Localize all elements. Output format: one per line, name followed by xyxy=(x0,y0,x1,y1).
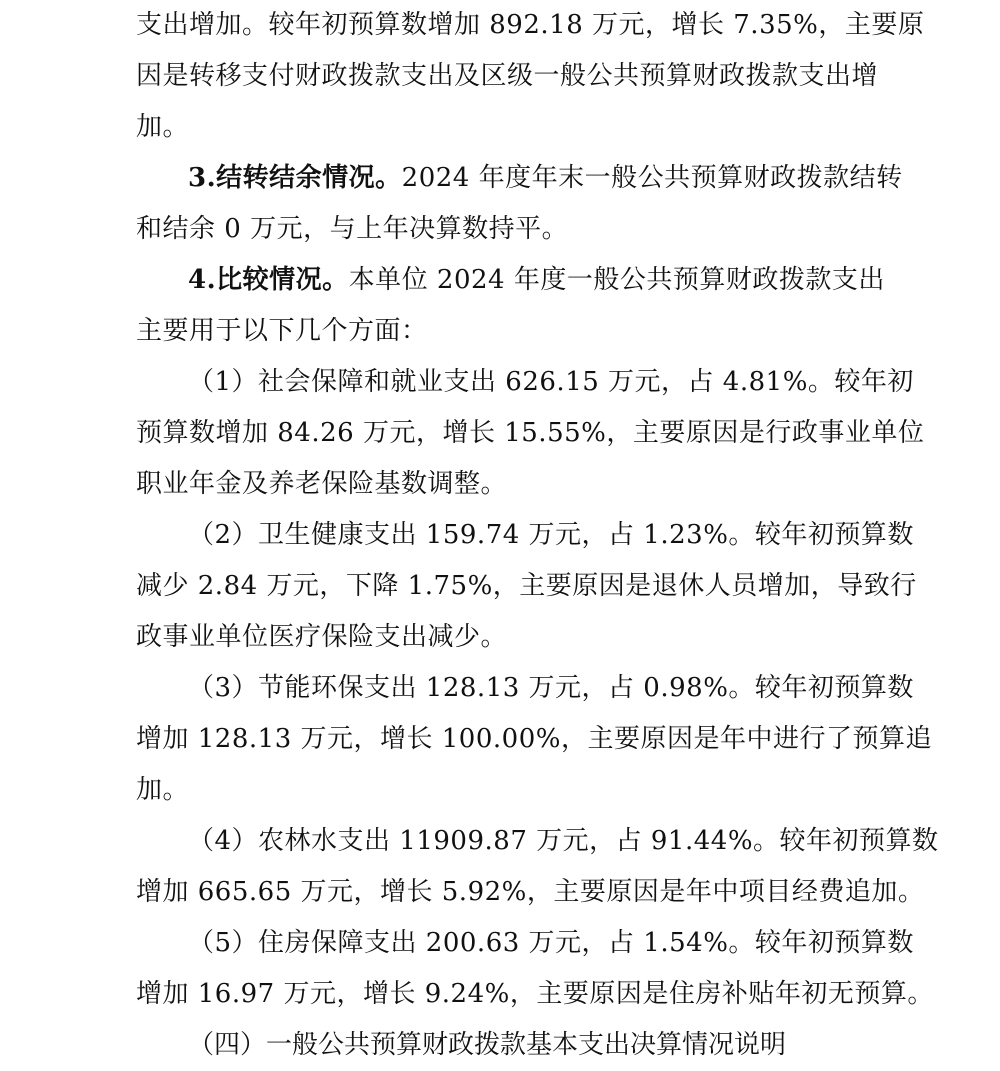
paragraph-housing xyxy=(136,918,934,1020)
paragraph-comparison xyxy=(136,255,885,357)
paragraph-energy-environment xyxy=(136,663,932,816)
text-line: 增加 665.65 万元，增长 5.92%，主要原因是年中项目经费追加。 xyxy=(136,877,925,907)
paragraph-heading: 4.比较情况。 xyxy=(188,265,349,295)
text-line: 因是转移支付财政拨款支出及区级一般公共预算财政拨款支出增 xyxy=(136,61,879,91)
section-heading: （四）一般公共预算财政拨款基本支出决算情况说明 xyxy=(188,1030,787,1060)
text-line: （5）住房保障支出 200.63 万元，占 1.54%。较年初预算数 xyxy=(188,928,914,958)
text-span: 本单位 2024 年度一般公共预算财政拨款支出 xyxy=(348,265,885,295)
document-body xyxy=(136,0,939,1071)
text-line: 和结余 0 万元，与上年决算数持平。 xyxy=(136,214,569,244)
text-line xyxy=(136,255,885,306)
text-span: 2024 年度年末一般公共预算财政拨款结转 xyxy=(401,163,903,193)
text-line: 政事业单位医疗保险支出减少。 xyxy=(136,622,508,652)
text-line: （2）卫生健康支出 159.74 万元，占 1.23%。较年初预算数 xyxy=(188,520,914,550)
text-line: 职业年金及养老保险基数调整。 xyxy=(136,469,508,499)
text-line: （1）社会保障和就业支出 626.15 万元，占 4.81%。较年初 xyxy=(188,367,914,397)
text-line: 预算数增加 84.26 万元，增长 15.55%，主要原因是行政事业单位 xyxy=(136,418,925,448)
text-line: 增加 16.97 万元，增长 9.24%，主要原因是住房补贴年初无预算。 xyxy=(136,979,934,1009)
text-line: （3）节能环保支出 128.13 万元，占 0.98%。较年初预算数 xyxy=(188,673,914,703)
text-line: 支出增加。较年初预算数增加 892.18 万元，增长 7.35%，主要原 xyxy=(136,10,925,40)
text-line: 增加 128.13 万元，增长 100.00%，主要原因是年中进行了预算追 xyxy=(136,724,932,754)
paragraph-general-budget-increase xyxy=(136,0,925,153)
text-line: 减少 2.84 万元，下降 1.75%，主要原因是退休人员增加，导致行 xyxy=(136,571,917,601)
text-line: 加。 xyxy=(136,112,190,142)
paragraph-agriculture xyxy=(136,816,939,918)
paragraph-carryover xyxy=(136,153,903,255)
text-line: 加。 xyxy=(136,775,190,805)
text-line: 主要用于以下几个方面： xyxy=(136,316,428,346)
paragraph-social-security xyxy=(136,357,925,510)
paragraph-heading: 3.结转结余情况。 xyxy=(188,163,402,193)
paragraph-health xyxy=(136,510,917,663)
text-line: （4）农林水支出 11909.87 万元，占 91.44%。较年初预算数 xyxy=(188,826,939,856)
text-line xyxy=(136,153,903,204)
